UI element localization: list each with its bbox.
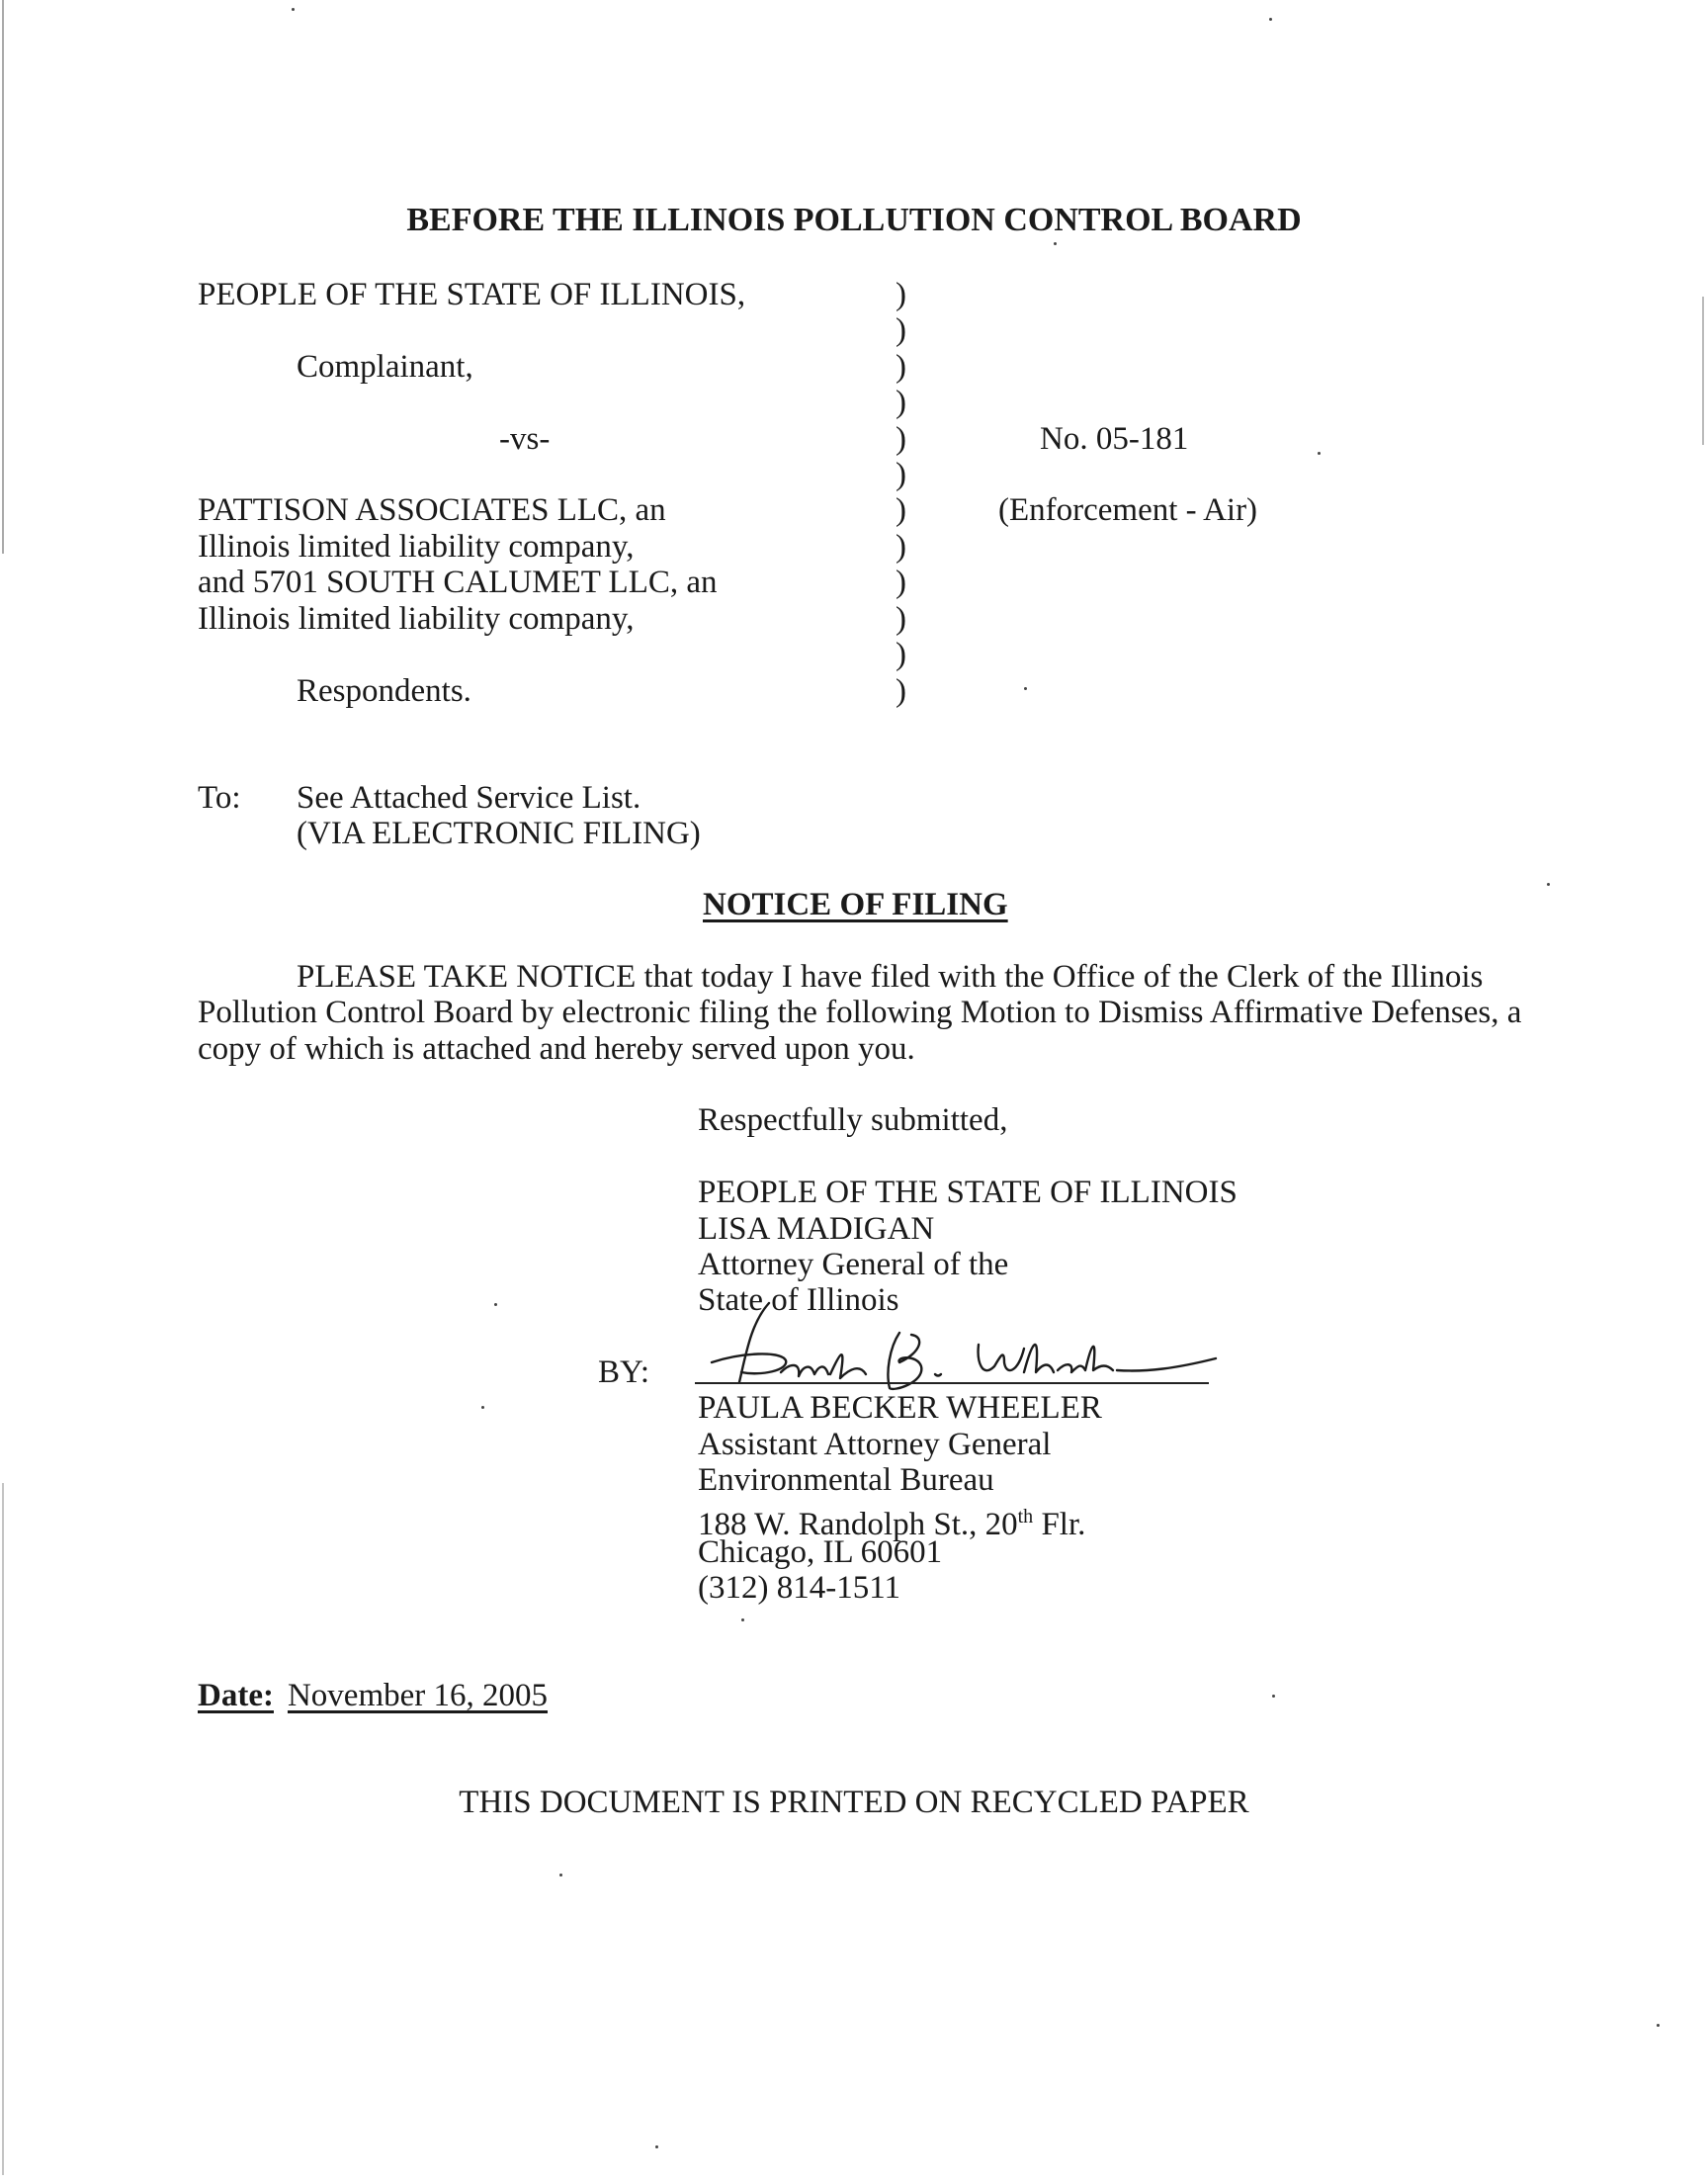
scan-speck bbox=[655, 2145, 658, 2148]
complainant-party: PEOPLE OF THE STATE OF ILLINOIS, bbox=[198, 277, 746, 312]
left-scan-edge-lower bbox=[2, 1483, 4, 2175]
address-floor-label: Flr. bbox=[1033, 1507, 1086, 1542]
date-value-text: November 16, 2005 bbox=[287, 1678, 549, 1713]
scan-speck bbox=[494, 1303, 497, 1306]
scan-speck bbox=[1024, 687, 1027, 690]
body-line: Pollution Control Board by electronic filing the following Motion to Dismiss Affirmative Defenses, a bbox=[198, 995, 1522, 1030]
scan-speck bbox=[481, 1406, 484, 1409]
signature-line bbox=[695, 1382, 1209, 1384]
scan-speck bbox=[741, 1618, 744, 1621]
date-label: Date: bbox=[198, 1678, 274, 1713]
scan-speck bbox=[1054, 242, 1057, 245]
caption-paren: ) bbox=[896, 312, 906, 348]
scan-speck bbox=[1657, 2024, 1660, 2027]
respondent-role: Respondents. bbox=[297, 673, 471, 709]
caption-paren: ) bbox=[896, 277, 906, 312]
caption-paren: ) bbox=[896, 457, 906, 492]
respondent-line: Illinois limited liability company, bbox=[198, 601, 635, 637]
ag-name: LISA MADIGAN bbox=[698, 1211, 935, 1247]
date-line bbox=[198, 1678, 548, 1713]
case-number: No. 05-181 bbox=[1040, 421, 1189, 457]
address-floor-suffix: th bbox=[1017, 1506, 1034, 1528]
caption-paren: ) bbox=[896, 673, 906, 709]
to-line-1: See Attached Service List. bbox=[297, 780, 641, 816]
court-heading: BEFORE THE ILLINOIS POLLUTION CONTROL BOARD bbox=[406, 202, 1302, 238]
body-line: PLEASE TAKE NOTICE that today I have filed with the Office of the Clerk of the Illinois bbox=[297, 959, 1484, 995]
respondent-line: and 5701 SOUTH CALUMET LLC, an bbox=[198, 565, 718, 600]
versus-label: -vs- bbox=[499, 421, 551, 457]
ag-title-2: State of Illinois bbox=[698, 1282, 899, 1318]
party-name: PEOPLE OF THE STATE OF ILLINOIS bbox=[698, 1175, 1238, 1210]
closing: Respectfully submitted, bbox=[698, 1102, 1008, 1138]
body-line: copy of which is attached and hereby served upon you. bbox=[198, 1031, 915, 1067]
ag-title-1: Attorney General of the bbox=[698, 1247, 1009, 1282]
handwritten-signature bbox=[692, 1293, 1226, 1402]
caption-paren: ) bbox=[896, 637, 906, 672]
phone-number: (312) 814-1511 bbox=[698, 1570, 900, 1606]
scan-speck bbox=[292, 8, 295, 11]
to-line-2: (VIA ELECTRONIC FILING) bbox=[297, 816, 701, 851]
recycled-paper-footer: THIS DOCUMENT IS PRINTED ON RECYCLED PAPER bbox=[459, 1785, 1249, 1820]
signer-title: Assistant Attorney General bbox=[698, 1427, 1052, 1462]
signer-name: PAULA BECKER WHEELER bbox=[698, 1390, 1102, 1426]
address-line-2: Chicago, IL 60601 bbox=[698, 1534, 943, 1570]
left-scan-edge bbox=[2, 0, 4, 554]
respondent-line: Illinois limited liability company, bbox=[198, 529, 635, 565]
caption-paren: ) bbox=[896, 565, 906, 600]
complainant-role: Complainant, bbox=[297, 349, 473, 385]
case-type: (Enforcement - Air) bbox=[998, 492, 1258, 528]
scan-speck bbox=[1269, 18, 1272, 21]
scan-speck bbox=[559, 1874, 562, 1877]
scan-speck bbox=[1547, 883, 1550, 886]
caption-paren: ) bbox=[896, 492, 906, 528]
respondent-line: PATTISON ASSOCIATES LLC, an bbox=[198, 492, 666, 528]
scan-speck bbox=[1318, 452, 1321, 455]
caption-paren: ) bbox=[896, 385, 906, 420]
notice-title: NOTICE OF FILING bbox=[703, 887, 1008, 922]
address-street: 188 W. Randolph St., 20 bbox=[698, 1507, 1018, 1542]
caption-paren: ) bbox=[896, 529, 906, 565]
date-value bbox=[288, 1678, 548, 1713]
caption-paren: ) bbox=[896, 421, 906, 457]
to-label: To: bbox=[198, 780, 241, 816]
caption-paren: ) bbox=[896, 601, 906, 637]
caption-paren: ) bbox=[896, 349, 906, 385]
scan-speck bbox=[1272, 1695, 1275, 1698]
bureau-name: Environmental Bureau bbox=[698, 1462, 994, 1498]
by-label: BY: bbox=[598, 1354, 649, 1390]
right-scan-edge bbox=[1702, 297, 1704, 445]
